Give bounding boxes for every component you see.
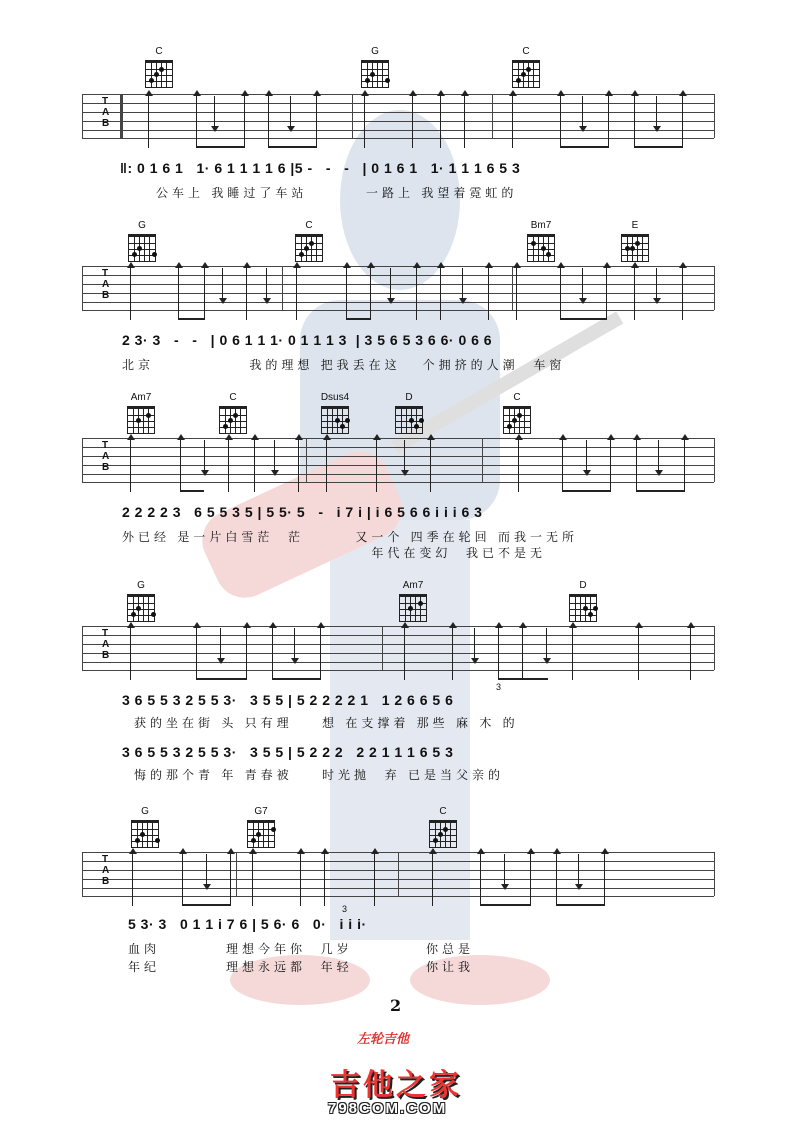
lyrics-line: 年纪 理想永远都 年轻 你让我 — [128, 960, 475, 974]
tab-staff — [82, 852, 714, 896]
chord-name: Am7 — [402, 580, 424, 591]
chord-name: C — [229, 392, 237, 403]
chord-diagram-bm7 — [524, 220, 558, 262]
notation-line: 5 3· 3 0 1 1 i 7 6 | 5 6· 6 0· i i i· — [128, 916, 367, 932]
chord-name: E — [631, 220, 639, 231]
chord-diagram-c — [509, 46, 543, 88]
brand-url: 798COM.COM — [328, 1100, 448, 1117]
notation-line: 3 6 5 5 3 2 5 5 3· 3 5 5 | 5 2 2 2 2 2 1 1 1 6 5 3 — [122, 744, 454, 760]
notation-line: ‖: 0 1 6 1 1· 6 1 1 1 1 6 |5 - - - | 0 1 6 1 1· 1 1 1 6 5 3 — [120, 160, 521, 176]
brand-logo: 吉他之家 — [330, 1069, 462, 1102]
tab-label: T A B — [102, 628, 110, 661]
chord-diagram-c — [292, 220, 326, 262]
chord-diagram-c — [426, 806, 460, 848]
chord-name: D — [579, 580, 587, 591]
tab-label: T A B — [102, 96, 110, 129]
chord-diagram-g7 — [244, 806, 278, 848]
tab-staff — [82, 438, 714, 482]
tab-staff — [82, 94, 714, 138]
chord-diagram-g — [358, 46, 392, 88]
lyrics-line: 悔的那个青 年 青春被 时光抛 弃 已是当父亲的 — [134, 768, 505, 782]
lyrics-line: 公车上 我睡过了车站 一路上 我望着霓虹的 — [156, 186, 518, 200]
notation-line: 2 3· 3 - - | 0 6 1 1 1· 0 1 1 1 3 | 3 5 6 5 3 6 6· 0 6 6 — [122, 332, 493, 348]
chord-name: Bm7 — [530, 220, 552, 231]
lyrics-line: 血肉 理想今年你 几岁 你总是 — [128, 942, 475, 956]
chord-diagram-g — [128, 806, 162, 848]
chord-diagram-d — [566, 580, 600, 622]
chord-diagram-c — [142, 46, 176, 88]
small-logo: 左轮吉他 — [357, 1031, 410, 1046]
tab-label: T A B — [102, 854, 110, 887]
chord-name: G — [138, 220, 146, 231]
page-number: 2 — [390, 996, 402, 1015]
chord-diagram-g — [124, 580, 158, 622]
lyrics-line: 北京 我的理想 把我丢在这 个拥挤的人潮 车窗 — [122, 358, 566, 372]
lyrics-line: 外已经 是一片白雪茫 茫 又一个 四季在轮回 而我一无所 — [122, 530, 579, 544]
tab-label: T A B — [102, 268, 110, 301]
chord-diagram-g — [125, 220, 159, 262]
chord-diagram-d — [392, 392, 426, 434]
chord-diagram-e — [618, 220, 652, 262]
chord-name: G7 — [254, 806, 268, 817]
chord-name: G — [141, 806, 149, 817]
lyrics-line: 年代在变幻 我已不是无 — [122, 546, 547, 560]
chord-diagram-dsus4 — [318, 392, 352, 434]
triplet-mark: 3 — [496, 682, 502, 692]
notation-line: 2 2 2 2 3 6 5 5 3 5 | 5 5· 5 - i 7 i | i 6 5 6 6 i i i 6 3 — [122, 504, 483, 520]
triplet-mark: 3 — [342, 904, 348, 914]
tab-label: T A B — [102, 440, 110, 473]
chord-name: C — [513, 392, 521, 403]
chord-name: G — [137, 580, 145, 591]
chord-name: C — [522, 46, 530, 57]
chord-name: C — [305, 220, 313, 231]
chord-name: Dsus4 — [320, 392, 350, 403]
chord-name: D — [405, 392, 413, 403]
chord-name: Am7 — [130, 392, 152, 403]
tab-staff — [82, 266, 714, 310]
chord-diagram-am7 — [396, 580, 430, 622]
chord-diagram-am7 — [124, 392, 158, 434]
notation-line: 3 6 5 5 3 2 5 5 3· 3 5 5 | 5 2 2 2 2 1 1 2 6 6 5 6 — [122, 692, 454, 708]
chord-name: C — [439, 806, 447, 817]
lyrics-line: 获的坐在街 头 只有理 想 在支撑着 那些 麻 木 的 — [134, 716, 519, 730]
chord-diagram-c — [500, 392, 534, 434]
chord-name: G — [371, 46, 379, 57]
chord-diagram-c — [216, 392, 250, 434]
tab-staff — [82, 626, 714, 670]
chord-name: C — [155, 46, 163, 57]
